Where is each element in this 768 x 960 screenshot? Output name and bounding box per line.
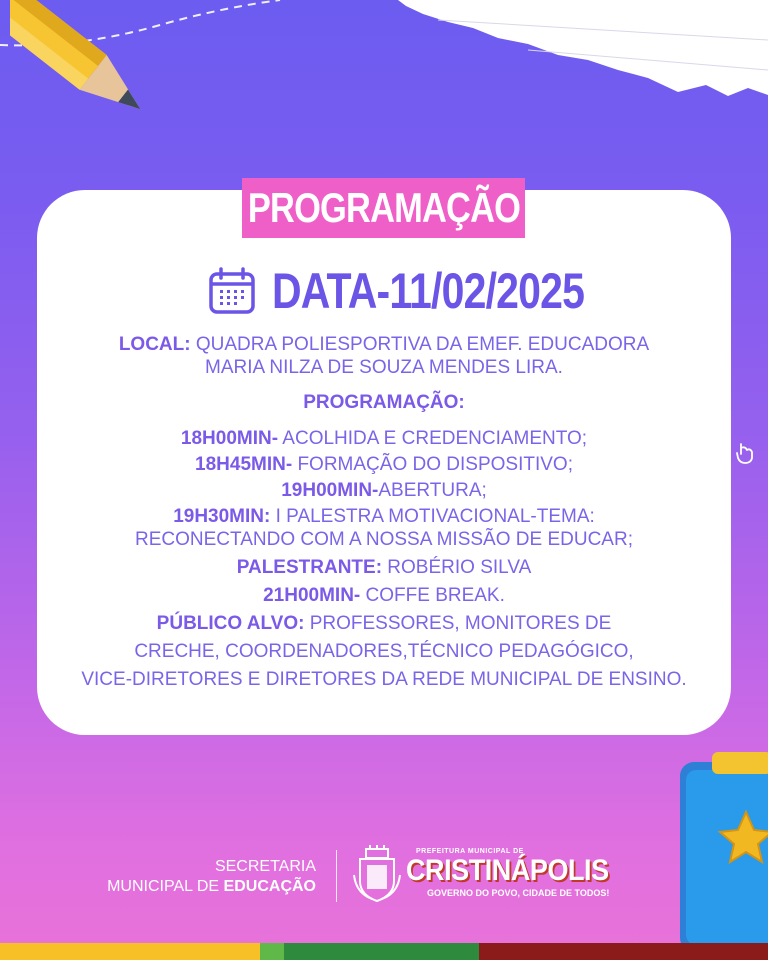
title-banner xyxy=(242,178,525,238)
break-line xyxy=(37,584,731,607)
pointer-hand-icon xyxy=(733,440,759,466)
schedule-text: FORMAÇÃO DO DISPOSITIVO; xyxy=(292,454,573,475)
speaker-line xyxy=(37,556,731,579)
stripe-dark-red xyxy=(479,943,768,960)
footer xyxy=(0,840,768,920)
schedule-item xyxy=(37,505,731,528)
schedule-item xyxy=(37,479,731,502)
stripe-dark-green xyxy=(284,943,479,960)
break-text: COFFE BREAK. xyxy=(360,585,505,606)
local-line-2: MARIA NILZA DE SOUZA MENDES LIRA. xyxy=(205,357,563,378)
pencil-icon xyxy=(10,0,180,150)
audience-line-3: VICE-DIRETORES E DIRETORES DA REDE MUNICIPAL DE ENSINO. xyxy=(81,669,687,690)
program-details xyxy=(37,333,731,691)
stripe-yellow xyxy=(0,943,260,960)
city-crest-icon xyxy=(352,845,402,903)
audience-label: PÚBLICO ALVO: xyxy=(156,613,305,634)
schedule-time: 19H00MIN- xyxy=(281,480,379,501)
secretaria-block xyxy=(107,857,316,897)
page-title: PROGRAMAÇÃO xyxy=(247,184,520,231)
schedule-text: ABERTURA; xyxy=(378,480,487,501)
footer-divider xyxy=(336,850,337,902)
stripe-light-green xyxy=(260,943,284,960)
audience-line xyxy=(37,612,731,635)
local-label: LOCAL: xyxy=(118,334,191,355)
color-stripes xyxy=(0,943,768,960)
prefeitura-label: PREFEITURA MUNICIPAL DE xyxy=(416,848,524,855)
break-time: 21H00MIN- xyxy=(263,585,361,606)
audience-text: PROFESSORES, MONITORES DE xyxy=(304,613,612,634)
calendar-icon xyxy=(206,265,258,317)
schedule-time: 18H45MIN- xyxy=(195,454,293,475)
schedule-item xyxy=(37,453,731,476)
city-name: CRISTINÁPOLIS xyxy=(406,854,609,887)
schedule-text: I PALESTRA MOTIVACIONAL-TEMA: xyxy=(270,506,595,527)
secretaria-line-1: SECRETARIA xyxy=(214,858,316,875)
secretaria-bold: EDUCAÇÃO xyxy=(223,878,316,895)
program-heading: PROGRAMAÇÃO: xyxy=(303,392,465,413)
speaker-label: PALESTRANTE: xyxy=(236,557,383,578)
program-heading-line xyxy=(37,391,731,414)
date-row xyxy=(206,262,653,320)
schedule-time: 18H00MIN- xyxy=(180,428,279,449)
schedule-item xyxy=(37,427,731,450)
event-date: DATA-11/02/2025 xyxy=(272,263,585,319)
torn-paper-decoration xyxy=(378,0,768,120)
theme-line-2: RECONECTANDO COM A NOSSA MISSÃO DE EDUCAR; xyxy=(135,529,633,550)
local-line xyxy=(37,333,731,356)
secretaria-line-2 xyxy=(107,877,316,897)
city-slogan: GOVERNO DO POVO, CIDADE DE TODOS! xyxy=(427,888,610,898)
secretaria-prefix: MUNICIPAL DE xyxy=(107,878,224,895)
speaker-name: ROBÉRIO SILVA xyxy=(382,557,532,578)
schedule-time: 19H30MIN: xyxy=(173,506,271,527)
local-text: QUADRA POLIESPORTIVA DA EMEF. EDUCADORA xyxy=(190,334,650,355)
schedule-text: ACOLHIDA E CREDENCIAMENTO; xyxy=(278,428,588,449)
audience-line-2: CRECHE, COORDENADORES,TÉCNICO PEDAGÓGICO, xyxy=(134,641,634,662)
